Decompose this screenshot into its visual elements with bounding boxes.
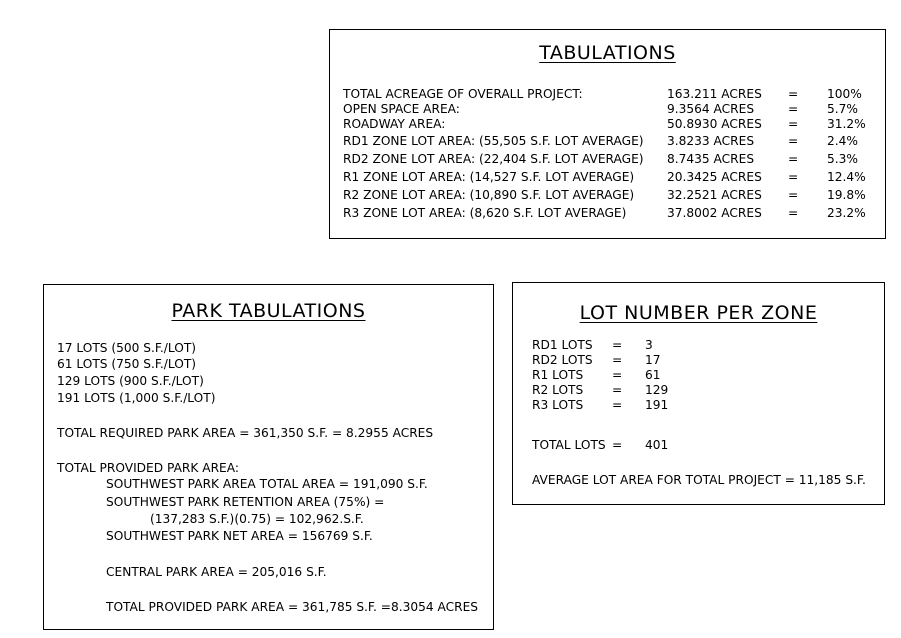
park-lot-line: 17 LOTS (500 S.F./LOT) bbox=[57, 341, 197, 355]
southwest-park-retention: SOUTHWEST PARK RETENTION AREA (75%) = bbox=[106, 495, 385, 509]
row-label: R1 ZONE LOT AREA: (14,527 S.F. LOT AVERAGE) bbox=[343, 170, 635, 184]
lot-count: 129 bbox=[645, 383, 669, 397]
row-percent: 12.4% bbox=[827, 170, 866, 184]
lot-count: 61 bbox=[645, 368, 661, 382]
tabulation-row bbox=[330, 87, 887, 102]
southwest-park-total: SOUTHWEST PARK AREA TOTAL AREA = 191,090 S.F. bbox=[106, 477, 428, 491]
row-acres: 32.2521 ACRES bbox=[667, 188, 762, 202]
tabulation-row bbox=[330, 134, 887, 149]
row-percent: 19.8% bbox=[827, 188, 866, 202]
lot-count: 17 bbox=[645, 353, 661, 367]
tabulation-row bbox=[330, 152, 887, 167]
row-equals: = bbox=[788, 134, 799, 148]
row-percent: 23.2% bbox=[827, 206, 866, 220]
row-label: TOTAL ACREAGE OF OVERALL PROJECT: bbox=[343, 87, 583, 101]
row-equals: = bbox=[788, 206, 799, 220]
row-label: OPEN SPACE AREA: bbox=[343, 102, 460, 116]
lot-zone: R2 LOTS bbox=[532, 383, 584, 397]
southwest-park-retention-calc: (137,283 S.F.)(0.75) = 102,962.S.F. bbox=[150, 512, 364, 526]
lot-number-per-zone-table bbox=[512, 282, 885, 505]
row-equals: = bbox=[788, 117, 799, 131]
tabulation-row bbox=[330, 102, 887, 117]
average-lot-area: AVERAGE LOT AREA FOR TOTAL PROJECT = 11,185 S.F. bbox=[532, 473, 866, 487]
lot-zone: TOTAL LOTS bbox=[532, 438, 606, 452]
row-equals: = bbox=[788, 102, 799, 116]
lot-count: 3 bbox=[645, 338, 653, 352]
lot-zone: R3 LOTS bbox=[532, 398, 584, 412]
row-equals: = bbox=[788, 152, 799, 166]
row-acres: 8.7435 ACRES bbox=[667, 152, 755, 166]
row-label: ROADWAY AREA: bbox=[343, 117, 446, 131]
tabulations-title: TABULATIONS bbox=[539, 42, 676, 64]
row-label: R3 ZONE LOT AREA: (8,620 S.F. LOT AVERAGE) bbox=[343, 206, 627, 220]
row-acres: 20.3425 ACRES bbox=[667, 170, 762, 184]
park-tabulations-table bbox=[43, 284, 494, 630]
lot-equals: = bbox=[612, 383, 623, 397]
row-percent: 100% bbox=[827, 87, 862, 101]
lot-equals: = bbox=[612, 398, 623, 412]
lot-equals: = bbox=[612, 338, 623, 352]
lot-count: 401 bbox=[645, 438, 669, 452]
row-equals: = bbox=[788, 170, 799, 184]
row-acres: 9.3564 ACRES bbox=[667, 102, 755, 116]
lot-zone: R1 LOTS bbox=[532, 368, 584, 382]
tabulation-row bbox=[330, 206, 887, 221]
total-required-park-area: TOTAL REQUIRED PARK AREA = 361,350 S.F. = 8.2955 ACRES bbox=[57, 426, 434, 440]
park-tabulations-title: PARK TABULATIONS bbox=[171, 300, 366, 322]
row-label: R2 ZONE LOT AREA: (10,890 S.F. LOT AVERAGE) bbox=[343, 188, 635, 202]
central-park-area: CENTRAL PARK AREA = 205,016 S.F. bbox=[106, 565, 327, 579]
row-label: RD1 ZONE LOT AREA: (55,505 S.F. LOT AVERAGE) bbox=[343, 134, 644, 148]
row-acres: 3.8233 ACRES bbox=[667, 134, 755, 148]
lot-zone: RD1 LOTS bbox=[532, 338, 593, 352]
lot-count: 191 bbox=[645, 398, 669, 412]
row-acres: 37.8002 ACRES bbox=[667, 206, 762, 220]
southwest-park-net: SOUTHWEST PARK NET AREA = 156769 S.F. bbox=[106, 529, 373, 543]
total-provided-park-area: TOTAL PROVIDED PARK AREA = 361,785 S.F. =8.3054 ACRES bbox=[106, 600, 479, 614]
row-equals: = bbox=[788, 87, 799, 101]
row-equals: = bbox=[788, 188, 799, 202]
park-lot-line: 191 LOTS (1,000 S.F./LOT) bbox=[57, 391, 216, 405]
row-acres: 50.8930 ACRES bbox=[667, 117, 762, 131]
park-lot-line: 61 LOTS (750 S.F./LOT) bbox=[57, 357, 197, 371]
row-acres: 163.211 ACRES bbox=[667, 87, 762, 101]
row-percent: 5.7% bbox=[827, 102, 858, 116]
lot-equals: = bbox=[612, 353, 623, 367]
lot-zone: RD2 LOTS bbox=[532, 353, 593, 367]
park-lot-line: 129 LOTS (900 S.F./LOT) bbox=[57, 374, 204, 388]
tabulation-row bbox=[330, 117, 887, 132]
tabulations-table bbox=[329, 29, 886, 239]
row-percent: 2.4% bbox=[827, 134, 858, 148]
total-provided-heading: TOTAL PROVIDED PARK AREA: bbox=[57, 461, 239, 475]
lot-equals: = bbox=[612, 438, 623, 452]
row-label: RD2 ZONE LOT AREA: (22,404 S.F. LOT AVERAGE) bbox=[343, 152, 644, 166]
tabulation-row bbox=[330, 170, 887, 185]
row-percent: 5.3% bbox=[827, 152, 858, 166]
lot-number-title: LOT NUMBER PER ZONE bbox=[579, 302, 818, 324]
tabulation-row bbox=[330, 188, 887, 203]
lot-equals: = bbox=[612, 368, 623, 382]
row-percent: 31.2% bbox=[827, 117, 866, 131]
